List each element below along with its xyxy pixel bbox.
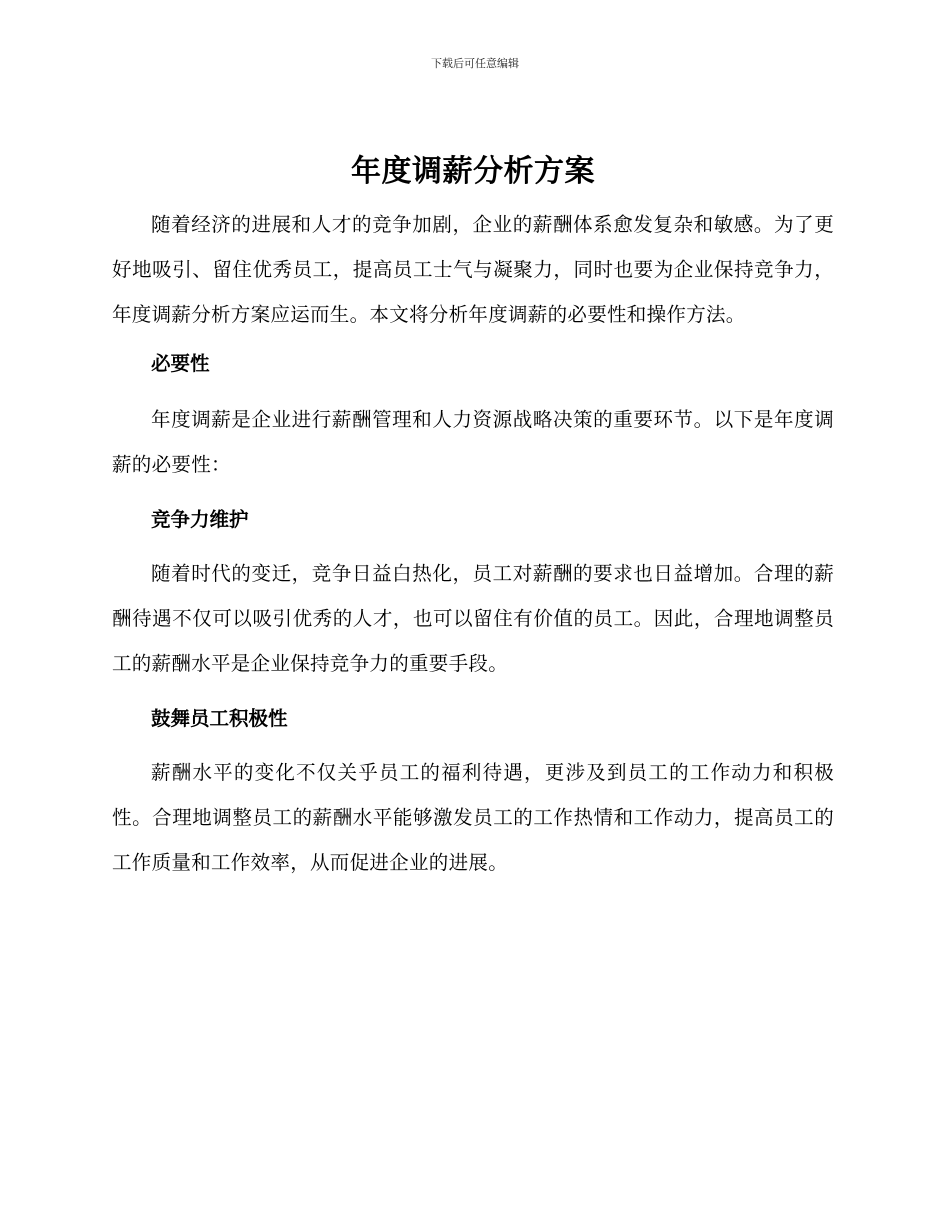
section-body-competitiveness: 随着时代的变迁，竞争日益白热化，员工对薪酬的要求也日益增加。合理的薪酬待遇不仅可以吸引优秀的人才，也可以留住有价值的员工。因此，合理地调整员工的薪酬水平是企业保持竞争力的重要手段。 (112, 562, 834, 675)
document-title: 年度调薪分析方案 (351, 154, 595, 189)
section-heading-competitiveness: 竞争力维护 (151, 508, 249, 531)
section-heading-motivation: 鼓舞员工积极性 (151, 707, 288, 730)
intro-paragraph: 随着经济的进展和人才的竞争加剧，企业的薪酬体系愈发复杂和敏感。为了更好地吸引、留住优秀员工，提高员工士气与凝聚力，同时也要为企业保持竞争力，年度调薪分析方案应运而生。本文将分析年度调薪的必要性和操作方法。 (112, 213, 834, 326)
section-heading-necessity: 必要性 (151, 352, 210, 375)
document-body (112, 150, 834, 885)
section-body-motivation: 薪酬水平的变化不仅关乎员工的福利待遇，更涉及到员工的工作动力和积极性。合理地调整员工的薪酬水平能够激发员工的工作热情和工作动力，提高员工的工作质量和工作效率，从而促进企业的进展。 (112, 761, 834, 874)
section-body-necessity: 年度调薪是企业进行薪酬管理和人力资源战略决策的重要环节。以下是年度调薪的必要性： (112, 408, 834, 476)
header-note: 下载后可任意编辑 (431, 57, 519, 70)
